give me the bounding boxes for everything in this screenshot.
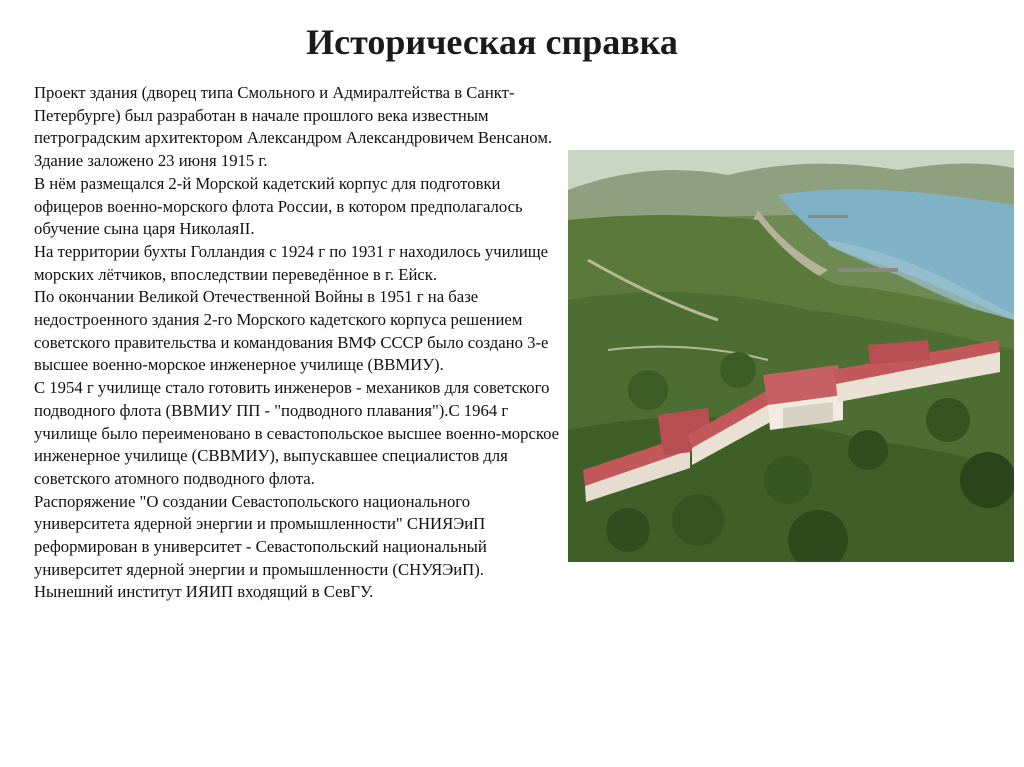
paragraph-submarine: С 1954 г училище стало готовить инженеров - механиков для советского подводного флота (ВВМИУ ПП - "подводного плавания").С 1964 г училище было переименовано в севастопольское высшее военно-морское инженерное училище (СВВМИУ), выпускавшее специалистов для советского атомного подводного флота.	[34, 378, 560, 488]
slide-title: Историческая справка	[306, 22, 678, 62]
paragraph-current: Нынешний институт ИЯИП входящий в СевГУ.	[34, 582, 374, 602]
paragraph-project: Проект здания (дворец типа Смольного и Адмиралтейства в Санкт-Петербурге) был разработан в начале прошлого века известным петроградским архитектором Александром Александровичем Венсаном. Здание заложено 23 июня 1915 г.	[34, 83, 553, 171]
aerial-photo-illustration	[568, 150, 1014, 562]
paragraph-university: Распоряжение "О создании Севастопольского национального университета ядерной энергии и промышленности" СНИЯЭиП реформирован в университет - Севастопольский национальный университет ядерной энергии и промышленности (СНУЯЭиП).	[34, 491, 487, 579]
paragraph-pilot-school: На территории бухты Голландия с 1924 г по 1931 г находилось училище морских лётчиков, впоследствии переведённое в г. Ейск.	[34, 241, 549, 284]
aerial-photo	[568, 150, 1014, 562]
history-text	[34, 82, 564, 604]
paragraph-cadet-corps: В нём размещался 2-й Морской кадетский корпус для подготовки офицеров военно-морского флота России, в котором предполагалось обучение сына царя НиколаяII.	[34, 173, 523, 239]
paragraph-vvmiu: По окончании Великой Отечественной Войны в 1951 г на базе недостроенного здания 2-го Морского кадетского корпуса решением советского правительства и командования ВМФ СССР было создано 3-е высшее военно-морское инженерное училище (ВВМИУ).	[34, 287, 549, 375]
